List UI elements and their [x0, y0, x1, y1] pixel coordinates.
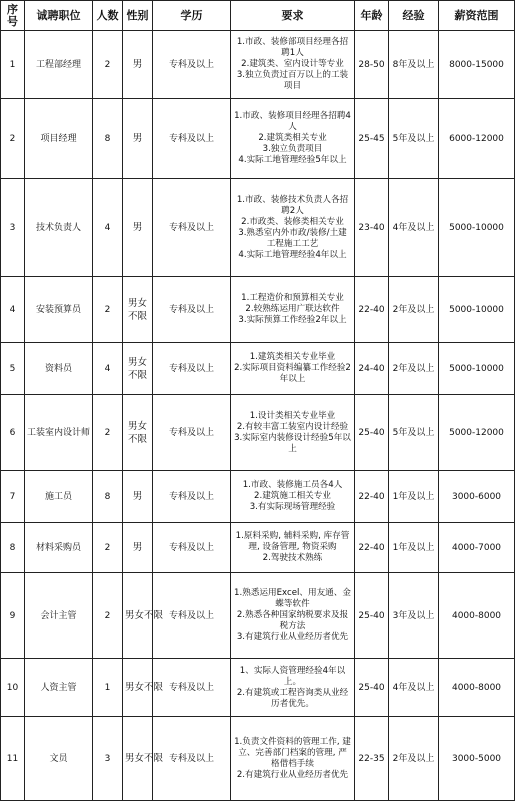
- cell-count: 2: [93, 395, 123, 471]
- cell-age: 25-40: [355, 573, 389, 659]
- cell-gender: 男女不限: [123, 395, 153, 471]
- cell-no: 10: [1, 659, 25, 717]
- cell-no: 11: [1, 717, 25, 801]
- header-experience: 经验: [389, 1, 439, 31]
- cell-count: 4: [93, 343, 123, 395]
- cell-count: 2: [93, 31, 123, 99]
- cell-age: 22-35: [355, 717, 389, 801]
- table-row: [1, 523, 515, 573]
- cell-experience: 1年及以上: [389, 523, 439, 573]
- cell-count: 3: [93, 717, 123, 801]
- table-row: [1, 99, 515, 179]
- cell-gender: 男: [123, 523, 153, 573]
- table-row: [1, 573, 515, 659]
- table-row: [1, 659, 515, 717]
- cell-education: 专科及以上: [153, 31, 231, 99]
- cell-salary: 5000-12000: [439, 395, 515, 471]
- cell-salary: 4000-7000: [439, 523, 515, 573]
- cell-count: 8: [93, 99, 123, 179]
- cell-experience: 4年及以上: [389, 659, 439, 717]
- cell-education: 专科及以上: [153, 523, 231, 573]
- cell-count: 2: [93, 523, 123, 573]
- cell-position: 人资主管: [25, 659, 93, 717]
- cell-no: 3: [1, 179, 25, 277]
- cell-education: 专科及以上: [153, 659, 231, 717]
- cell-age: 25-40: [355, 395, 389, 471]
- cell-requirements: 1.建筑类相关专业毕业 2.实际项目资料编纂工作经验2年以上: [231, 343, 355, 395]
- cell-position: 施工员: [25, 471, 93, 523]
- cell-position: 项目经理: [25, 99, 93, 179]
- cell-requirements: 1.原料采购, 辅料采购, 库存管理, 设备管理, 物资采购 2.驾驶技术熟练: [231, 523, 355, 573]
- cell-education: 专科及以上: [153, 343, 231, 395]
- cell-no: 1: [1, 31, 25, 99]
- cell-salary: 5000-10000: [439, 277, 515, 343]
- cell-education: 专科及以上: [153, 277, 231, 343]
- cell-age: 22-40: [355, 277, 389, 343]
- cell-position: 会计主管: [25, 573, 93, 659]
- table-row: [1, 31, 515, 99]
- cell-salary: 3000-5000: [439, 717, 515, 801]
- header-count: 人数: [93, 1, 123, 31]
- cell-no: 2: [1, 99, 25, 179]
- cell-experience: 2年及以上: [389, 717, 439, 801]
- cell-age: 25-45: [355, 99, 389, 179]
- cell-count: 8: [93, 471, 123, 523]
- cell-education: 专科及以上: [153, 573, 231, 659]
- cell-age: 28-50: [355, 31, 389, 99]
- cell-no: 9: [1, 573, 25, 659]
- cell-position: 工装室内设计师: [25, 395, 93, 471]
- table-row: [1, 343, 515, 395]
- cell-experience: 8年及以上: [389, 31, 439, 99]
- cell-salary: 5000-10000: [439, 179, 515, 277]
- cell-requirements: 1.市政、装修施工员各4人 2.建筑施工相关专业 3.有实际现场管理经验: [231, 471, 355, 523]
- cell-no: 6: [1, 395, 25, 471]
- cell-position: 资料员: [25, 343, 93, 395]
- cell-experience: 4年及以上: [389, 179, 439, 277]
- cell-salary: 8000-15000: [439, 31, 515, 99]
- cell-age: 25-40: [355, 659, 389, 717]
- cell-salary: 3000-6000: [439, 471, 515, 523]
- cell-position: 技术负责人: [25, 179, 93, 277]
- cell-age: 24-40: [355, 343, 389, 395]
- cell-experience: 5年及以上: [389, 395, 439, 471]
- cell-age: 22-40: [355, 523, 389, 573]
- cell-gender: 男女不限: [123, 277, 153, 343]
- cell-experience: 2年及以上: [389, 343, 439, 395]
- header-row: [1, 1, 515, 31]
- header-requirements: 要求: [231, 1, 355, 31]
- cell-experience: 5年及以上: [389, 99, 439, 179]
- cell-count: 2: [93, 277, 123, 343]
- header-gender: 性别: [123, 1, 153, 31]
- cell-education: 专科及以上: [153, 395, 231, 471]
- cell-gender: 男女不限: [123, 717, 153, 801]
- cell-gender: 男: [123, 31, 153, 99]
- cell-position: 工程部经理: [25, 31, 93, 99]
- table-row: [1, 179, 515, 277]
- cell-no: 8: [1, 523, 25, 573]
- cell-gender: 男女不限: [123, 573, 153, 659]
- cell-gender: 男: [123, 179, 153, 277]
- cell-requirements: 1.熟悉运用Excel、用友通、金蝶等软件 2.熟悉各种国家纳税要求及报税方法 3.有建筑行业从业经历者优先: [231, 573, 355, 659]
- cell-requirements: 1、实际人资管理经验4年以上。 2.有建筑或工程咨询类从业经历者优先。: [231, 659, 355, 717]
- cell-gender: 男: [123, 471, 153, 523]
- cell-position: 安装预算员: [25, 277, 93, 343]
- cell-age: 23-40: [355, 179, 389, 277]
- cell-requirements: 1.市政、装修项目经理各招聘4人 2.建筑类相关专业 3.独立负责项目 4.实际工地管理经验5年以上: [231, 99, 355, 179]
- cell-gender: 男女不限: [123, 659, 153, 717]
- cell-experience: 3年及以上: [389, 573, 439, 659]
- table-row: [1, 277, 515, 343]
- cell-requirements: 1.市政、装修部项目经理各招聘1人 2.建筑类、室内设计等专业 3.独立负责过百万以上的工装项目: [231, 31, 355, 99]
- cell-age: 22-40: [355, 471, 389, 523]
- cell-salary: 6000-12000: [439, 99, 515, 179]
- header-age: 年龄: [355, 1, 389, 31]
- cell-salary: 4000-8000: [439, 573, 515, 659]
- cell-education: 专科及以上: [153, 179, 231, 277]
- cell-count: 1: [93, 659, 123, 717]
- cell-salary: 4000-8000: [439, 659, 515, 717]
- cell-requirements: 1.工程造价和预算相关专业 2.较熟练运用广联达软件 3.实际预算工作经验2年以上: [231, 277, 355, 343]
- cell-position: 文员: [25, 717, 93, 801]
- cell-education: 专科及以上: [153, 717, 231, 801]
- cell-experience: 2年及以上: [389, 277, 439, 343]
- cell-requirements: 1.市政、装修技术负责人各招聘2人 2.市政类、装修类相关专业 3.熟悉室内外市政/装修/土建工程施工工艺 4.实际工地管理经验4年以上: [231, 179, 355, 277]
- cell-salary: 5000-10000: [439, 343, 515, 395]
- cell-experience: 1年及以上: [389, 471, 439, 523]
- table-row: [1, 395, 515, 471]
- header-position: 诚聘职位: [25, 1, 93, 31]
- cell-requirements: 1.负责文件资料的管理工作, 建立、完善部门档案的管理, 严格借档手续 2.有建筑行业从业经历者优先: [231, 717, 355, 801]
- cell-requirements: 1.设计类相关专业毕业 2.有较丰富工装室内设计经验 3.实际室内装修设计经验5年以上: [231, 395, 355, 471]
- cell-education: 专科及以上: [153, 471, 231, 523]
- cell-gender: 男女不限: [123, 343, 153, 395]
- cell-gender: 男: [123, 99, 153, 179]
- table-row: [1, 471, 515, 523]
- header-education: 学历: [153, 1, 231, 31]
- cell-count: 2: [93, 573, 123, 659]
- cell-no: 7: [1, 471, 25, 523]
- cell-no: 4: [1, 277, 25, 343]
- header-salary: 薪资范围: [439, 1, 515, 31]
- table-row: [1, 717, 515, 801]
- cell-education: 专科及以上: [153, 99, 231, 179]
- header-no: 序号: [1, 1, 25, 31]
- cell-no: 5: [1, 343, 25, 395]
- cell-count: 4: [93, 179, 123, 277]
- cell-position: 材料采购员: [25, 523, 93, 573]
